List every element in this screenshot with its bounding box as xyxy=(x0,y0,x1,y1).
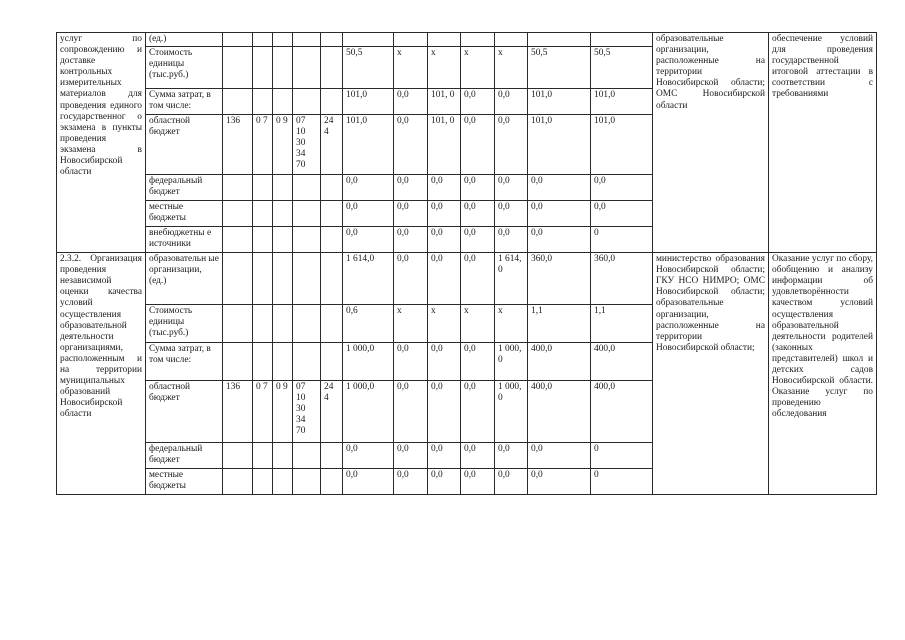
cell-v2: 0,0 xyxy=(394,115,428,175)
cell-v7: 400,0 xyxy=(591,381,653,443)
table-body xyxy=(57,33,877,495)
cell-csr xyxy=(293,33,321,47)
cell-v7: 0 xyxy=(591,227,653,253)
row-label: Сумма затрат, в том числе: xyxy=(146,343,223,381)
cell-csr xyxy=(293,253,321,305)
expected-result: Оказание услуг по сбору, обобщению и анализу информации об удовлетворённости качеством условий осуществления образовательной деятельности родителей (законных представителей) школ и детских садов Новосибирской области. Оказание услуг по проведению обследования xyxy=(769,253,877,495)
cell-v5: 0,0 xyxy=(495,175,528,201)
cell-pr xyxy=(273,47,293,89)
cell-v7: 1,1 xyxy=(591,305,653,343)
cell-v3: 101, 0 xyxy=(428,115,461,175)
cell-csr xyxy=(293,343,321,381)
cell-v7: 360,0 xyxy=(591,253,653,305)
activity-description: услуг по сопровождению и доставке контрольных измерительных материалов для проведения единого государственног о экзамена в пункты проведения экзамена в Новосибирской области xyxy=(57,33,146,253)
cell-v5: 0,0 xyxy=(495,469,528,495)
cell-csr xyxy=(293,201,321,227)
cell-v1: 0,0 xyxy=(343,201,394,227)
cell-v3: 0,0 xyxy=(428,443,461,469)
cell-v2: x xyxy=(394,47,428,89)
cell-vr xyxy=(321,33,343,47)
cell-v1: 0,6 xyxy=(343,305,394,343)
cell-grbs xyxy=(223,443,253,469)
cell-grbs xyxy=(223,469,253,495)
cell-vr xyxy=(321,175,343,201)
cell-v5: 1 000, 0 xyxy=(495,343,528,381)
executors: министерство образования Новосибирской области; ГКУ НСО НИМРО; ОМС Новосибирской области; образовательные организации, расположенные на территории Новосибирской области; xyxy=(653,253,769,495)
cell-v3: 101, 0 xyxy=(428,89,461,115)
cell-pr xyxy=(273,469,293,495)
cell-rz xyxy=(253,227,273,253)
cell-v1: 0,0 xyxy=(343,175,394,201)
row-label: областной бюджет xyxy=(146,115,223,175)
row-label: местные бюджеты xyxy=(146,469,223,495)
cell-v5 xyxy=(495,33,528,47)
cell-rz xyxy=(253,47,273,89)
cell-v6: 0,0 xyxy=(528,201,591,227)
cell-v3: x xyxy=(428,47,461,89)
cell-vr: 24 4 xyxy=(321,381,343,443)
cell-v1: 1 000,0 xyxy=(343,343,394,381)
row-label: местные бюджеты xyxy=(146,201,223,227)
cell-grbs xyxy=(223,89,253,115)
cell-vr xyxy=(321,253,343,305)
cell-v4: 0,0 xyxy=(461,381,495,443)
cell-v5: 1 614, 0 xyxy=(495,253,528,305)
table-row xyxy=(57,33,877,47)
cell-grbs xyxy=(223,253,253,305)
cell-v2: 0,0 xyxy=(394,343,428,381)
cell-pr xyxy=(273,175,293,201)
program-activities-table xyxy=(56,32,877,495)
cell-vr xyxy=(321,89,343,115)
cell-vr xyxy=(321,305,343,343)
cell-vr xyxy=(321,201,343,227)
cell-v6: 50,5 xyxy=(528,47,591,89)
cell-v5: x xyxy=(495,47,528,89)
cell-v3: 0,0 xyxy=(428,227,461,253)
cell-v7: 0 xyxy=(591,443,653,469)
expected-result: обеспечение условий для проведения государственной итоговой аттестации в соответствии с требованиями xyxy=(769,33,877,253)
cell-csr xyxy=(293,443,321,469)
cell-v4: x xyxy=(461,305,495,343)
cell-pr: 0 9 xyxy=(273,115,293,175)
cell-v4 xyxy=(461,33,495,47)
cell-pr xyxy=(273,89,293,115)
cell-v6: 0,0 xyxy=(528,175,591,201)
cell-csr xyxy=(293,469,321,495)
cell-v4: 0,0 xyxy=(461,175,495,201)
cell-pr xyxy=(273,227,293,253)
cell-v2: 0,0 xyxy=(394,381,428,443)
cell-v1: 0,0 xyxy=(343,443,394,469)
cell-csr xyxy=(293,305,321,343)
cell-v4: 0,0 xyxy=(461,253,495,305)
row-label: Стоимость единицы (тыс.руб.) xyxy=(146,47,223,89)
table-row xyxy=(57,253,877,305)
cell-v3: 0,0 xyxy=(428,201,461,227)
cell-vr: 24 4 xyxy=(321,115,343,175)
cell-v7 xyxy=(591,33,653,47)
cell-csr xyxy=(293,227,321,253)
cell-v1 xyxy=(343,33,394,47)
cell-rz: 0 7 xyxy=(253,381,273,443)
row-label: внебюджетны е источники xyxy=(146,227,223,253)
cell-v2 xyxy=(394,33,428,47)
cell-grbs xyxy=(223,305,253,343)
cell-v6: 400,0 xyxy=(528,343,591,381)
cell-csr: 07 10 30 34 70 xyxy=(293,115,321,175)
cell-rz xyxy=(253,89,273,115)
cell-v3 xyxy=(428,33,461,47)
cell-vr xyxy=(321,343,343,381)
cell-v6: 400,0 xyxy=(528,381,591,443)
cell-v2: 0,0 xyxy=(394,443,428,469)
cell-v3: 0,0 xyxy=(428,343,461,381)
cell-vr xyxy=(321,47,343,89)
cell-v6: 101,0 xyxy=(528,115,591,175)
cell-v5: 0,0 xyxy=(495,115,528,175)
row-label: федеральный бюджет xyxy=(146,175,223,201)
cell-rz xyxy=(253,443,273,469)
cell-rz xyxy=(253,175,273,201)
cell-v5: 1 000, 0 xyxy=(495,381,528,443)
cell-grbs xyxy=(223,227,253,253)
cell-pr xyxy=(273,443,293,469)
cell-v5: 0,0 xyxy=(495,443,528,469)
cell-v2: 0,0 xyxy=(394,175,428,201)
row-label: Стоимость единицы (тыс.руб.) xyxy=(146,305,223,343)
cell-v5: x xyxy=(495,305,528,343)
cell-v4: x xyxy=(461,47,495,89)
cell-rz xyxy=(253,305,273,343)
cell-v1: 101,0 xyxy=(343,89,394,115)
row-label: Сумма затрат, в том числе: xyxy=(146,89,223,115)
activity-description: 2.3.2. Организация проведения независимой оценки качества условий осуществления образовательной деятельности организациями, расположенным и на территории муниципальных образований Новосибирской области xyxy=(57,253,146,495)
cell-rz xyxy=(253,201,273,227)
cell-v6 xyxy=(528,33,591,47)
cell-v7: 101,0 xyxy=(591,89,653,115)
cell-vr xyxy=(321,469,343,495)
cell-rz: 0 7 xyxy=(253,115,273,175)
cell-v3: x xyxy=(428,305,461,343)
cell-v2: 0,0 xyxy=(394,201,428,227)
cell-v2: 0,0 xyxy=(394,89,428,115)
cell-v5: 0,0 xyxy=(495,89,528,115)
cell-rz xyxy=(253,33,273,47)
cell-v2: 0,0 xyxy=(394,469,428,495)
cell-v1: 0,0 xyxy=(343,469,394,495)
cell-csr xyxy=(293,47,321,89)
cell-v7: 400,0 xyxy=(591,343,653,381)
cell-v6: 1,1 xyxy=(528,305,591,343)
cell-v1: 101,0 xyxy=(343,115,394,175)
cell-v1: 1 000,0 xyxy=(343,381,394,443)
cell-v4: 0,0 xyxy=(461,89,495,115)
cell-v3: 0,0 xyxy=(428,253,461,305)
cell-pr xyxy=(273,253,293,305)
cell-v2: 0,0 xyxy=(394,227,428,253)
cell-pr xyxy=(273,343,293,381)
cell-v3: 0,0 xyxy=(428,381,461,443)
cell-rz xyxy=(253,253,273,305)
cell-v6: 0,0 xyxy=(528,443,591,469)
cell-v4: 0,0 xyxy=(461,201,495,227)
cell-v2: x xyxy=(394,305,428,343)
cell-v7: 0 xyxy=(591,469,653,495)
cell-v6: 360,0 xyxy=(528,253,591,305)
cell-v1: 0,0 xyxy=(343,227,394,253)
cell-v4: 0,0 xyxy=(461,443,495,469)
cell-v4: 0,0 xyxy=(461,115,495,175)
cell-pr: 0 9 xyxy=(273,381,293,443)
cell-pr xyxy=(273,33,293,47)
cell-grbs: 136 xyxy=(223,381,253,443)
cell-csr xyxy=(293,175,321,201)
row-label: (ед.) xyxy=(146,33,223,47)
cell-grbs xyxy=(223,47,253,89)
cell-rz xyxy=(253,469,273,495)
cell-grbs xyxy=(223,175,253,201)
cell-grbs: 136 xyxy=(223,115,253,175)
cell-vr xyxy=(321,443,343,469)
cell-v2: 0,0 xyxy=(394,253,428,305)
cell-v5: 0,0 xyxy=(495,227,528,253)
cell-grbs xyxy=(223,201,253,227)
row-label: образовательн ые организации, (ед.) xyxy=(146,253,223,305)
cell-v1: 50,5 xyxy=(343,47,394,89)
cell-v1: 1 614,0 xyxy=(343,253,394,305)
cell-csr: 07 10 30 34 70 xyxy=(293,381,321,443)
cell-v3: 0,0 xyxy=(428,469,461,495)
cell-v4: 0,0 xyxy=(461,343,495,381)
cell-grbs xyxy=(223,343,253,381)
cell-v6: 0,0 xyxy=(528,227,591,253)
cell-v3: 0,0 xyxy=(428,175,461,201)
cell-vr xyxy=(321,227,343,253)
cell-v7: 101,0 xyxy=(591,115,653,175)
executors: образовательные организации, расположенные на территории Новосибирской области; ОМС Новосибирской области xyxy=(653,33,769,253)
cell-csr xyxy=(293,89,321,115)
cell-v5: 0,0 xyxy=(495,201,528,227)
cell-v7: 50,5 xyxy=(591,47,653,89)
cell-v6: 0,0 xyxy=(528,469,591,495)
cell-grbs xyxy=(223,33,253,47)
cell-v7: 0,0 xyxy=(591,175,653,201)
row-label: федеральный бюджет xyxy=(146,443,223,469)
row-label: областной бюджет xyxy=(146,381,223,443)
cell-pr xyxy=(273,305,293,343)
cell-v6: 101,0 xyxy=(528,89,591,115)
cell-rz xyxy=(253,343,273,381)
cell-v4: 0,0 xyxy=(461,227,495,253)
cell-v7: 0,0 xyxy=(591,201,653,227)
cell-pr xyxy=(273,201,293,227)
cell-v4: 0,0 xyxy=(461,469,495,495)
